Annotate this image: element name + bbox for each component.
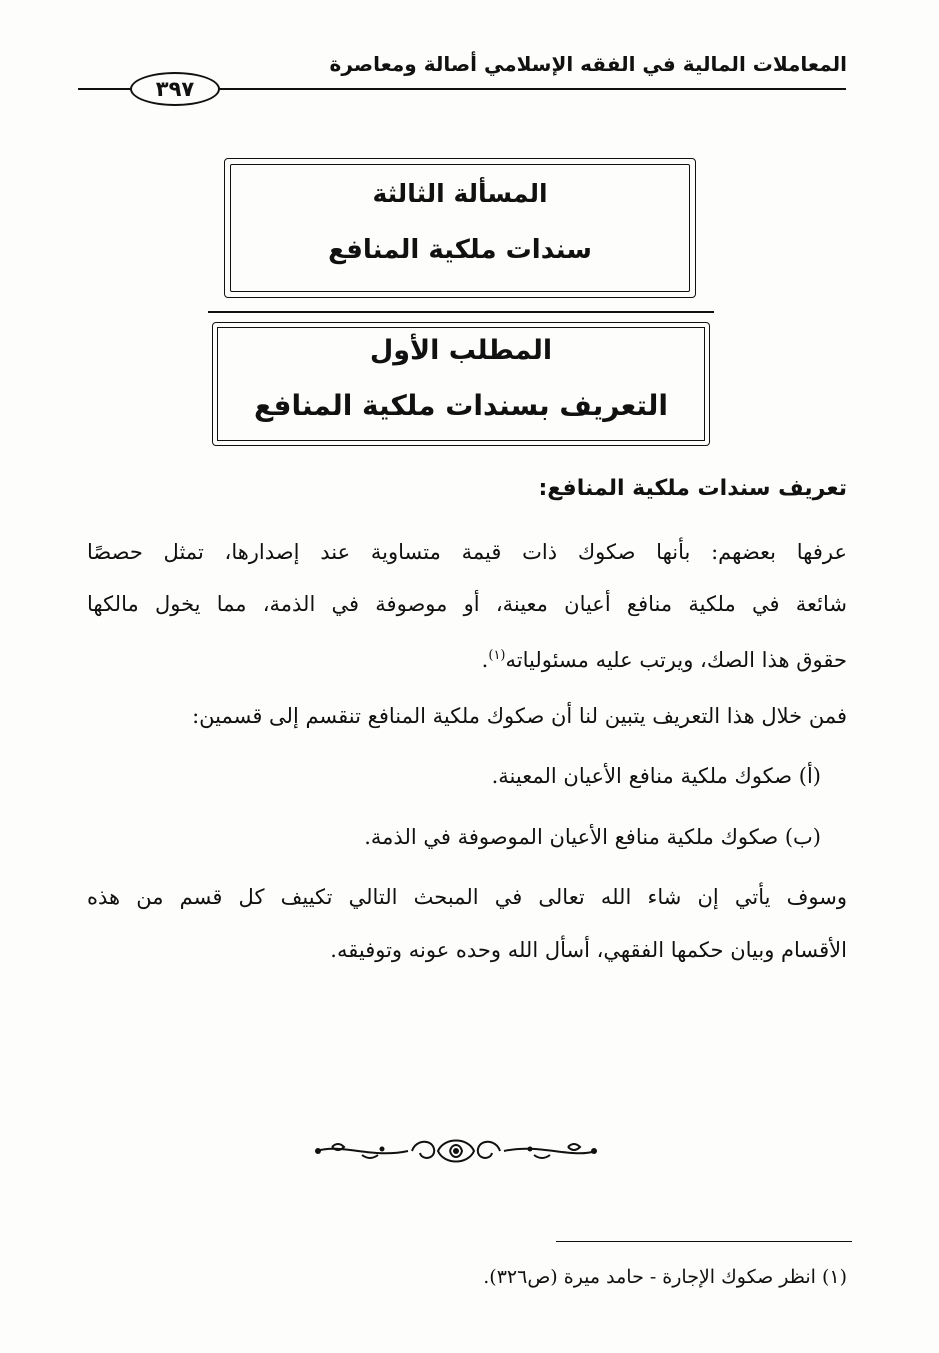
section-subtitle: سندات ملكية المنافع — [328, 235, 592, 265]
paragraph-1-line-1: عرفها بعضهم: بأنها صكوك ذات قيمة متساوية عند إصدارها، تمثل حصصًا — [87, 540, 847, 564]
decorative-ornament-icon — [312, 1133, 600, 1169]
list-item-b: (ب) صكوك ملكية منافع الأعيان الموصوفة في الذمة. — [364, 825, 821, 849]
paragraph-2: فمن خلال هذا التعريف يتبين لنا أن صكوك ملكية المنافع تنقسم إلى قسمين: — [192, 704, 847, 728]
definition-heading: تعريف سندات ملكية المنافع: — [538, 476, 847, 501]
footnote-reference: (١) — [488, 648, 506, 663]
subsection-top-rule — [208, 311, 714, 313]
paragraph-1-line-3 — [87, 641, 847, 675]
subsection-subtitle: التعريف بسندات ملكية المنافع — [254, 389, 668, 422]
running-title: المعاملات المالية في الفقه الإسلامي أصالة ومعاصرة — [329, 52, 847, 76]
paragraph-3-line-1: وسوف يأتي إن شاء الله تعالى في المبحث التالي تكييف كل قسم من هذه — [87, 885, 847, 909]
paragraph-1-period: . — [481, 648, 489, 672]
list-item-a: (أ) صكوك ملكية منافع الأعيان المعينة. — [491, 764, 821, 788]
paragraph-1-line-3-text: حقوق هذا الصك، ويرتب عليه مسئولياته — [505, 648, 847, 672]
section-title: المسألة الثالثة — [372, 179, 548, 208]
footnote: (١) انظر صكوك الإجارة - حامد ميرة (ص٣٢٦). — [483, 1266, 847, 1288]
paragraph-3-line-2: الأقسام وبيان حكمها الفقهي، أسأل الله وحده عونه وتوفيقه. — [330, 938, 847, 962]
paragraph-1-line-2: شائعة في ملكية منافع أعيان معينة، أو موصوفة في الذمة، مما يخول مالكها — [87, 592, 847, 616]
subsection-title: المطلب الأول — [369, 335, 553, 366]
page-number: ٣٩٧ — [130, 72, 220, 106]
subsection-title-box — [212, 322, 710, 446]
section-title-box — [224, 158, 696, 298]
footnote-rule — [556, 1241, 852, 1242]
